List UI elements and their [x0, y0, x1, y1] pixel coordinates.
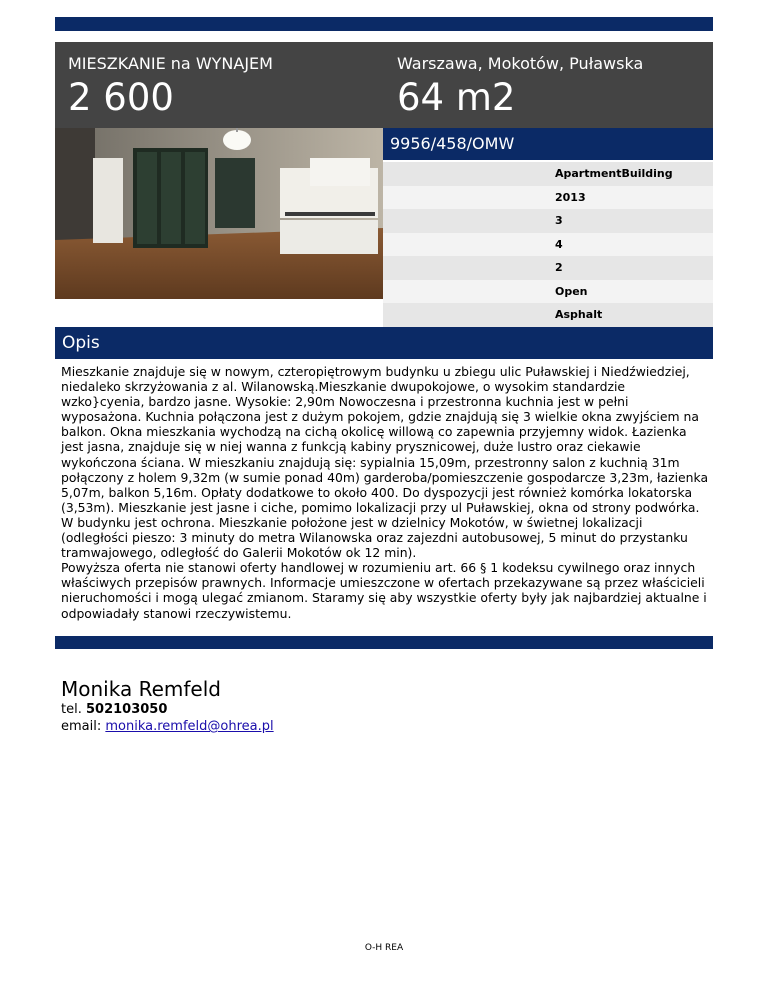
attribute-kitchen: Open: [383, 280, 713, 304]
attribute-floor: 3: [383, 209, 713, 233]
phone-label: tel.: [61, 702, 82, 717]
offer-type: MIESZKANIE na WYNAJEM: [68, 54, 273, 73]
description-paragraph: Mieszkanie znajduje się w nowym, czteropiętrowym budynku u zbiegu ulic Puławskiej i Niedźwiedziej, niedaleko skrzyżowania z al. Wilanowską.Mieszkanie dwupokojowe, o wysokim standardzie wzko}cyenia, bardzo jasne. Wysokie: 2,90m Nowoczesna i przestronna kuchnia jest w pełni wyposażona. Kuchnia połączona jest z dużym pokojem, gdzie znajdują się 3 wielkie okna zwyjściem na balkon. Okna mieszkania wychodzą na cichą okolicę willową co zapewnia przyjemny widok. Łazienka jest jasna, znajduje się w niej wanna z funkcją kabiny prysznicowej, duże lustro oraz ciekawie wykończona ściana. W mieszkaniu znajdują się: sypialnia 15,09m, przestronny salon z kuchnią 31m połączony z holem 9,32m (w sumie ponad 40m) garderoba/pomieszczenie gospodarcze 3,23m, łazienka 5,07m, balkon 5,16m. Opłaty dodatkowe to około 400. Do dyspozycji jest również komórka lokatorska (3,53m). Mieszkanie jest jasne i ciche, pomimo lokalizacji przy ul Puławskiej, okna od strony podwórka. W budynku jest ochrona. Mieszkanie położone jest w dzielnicy Mokotów, w świetnej lokalizacji (odległości pieszo: 3 minuty do metra Wilanowska oraz zajezdni autobusowej, 5 minut do przystanku tramwajowego, odległość do Galerii Mokotów ok 12 min).: [61, 364, 709, 561]
attribute-building-type: ApartmentBuilding: [383, 162, 713, 186]
price: 2 600: [68, 76, 174, 119]
disclaimer-paragraph: Powyższa oferta nie stanowi oferty handlowej w rozumieniu art. 66 § 1 kodeksu cywilnego oraz innych właściwych przepisów prawnych. Informacje umieszczone w ofertach przekazywane są przez właścicieli nieruchomości i mogą ulegać zmianom. Staramy się aby wszystkie oferty były jak najbardziej aktualne i odpowiadały stanowi rzeczywistemu.: [61, 560, 707, 621]
agent-contact: [61, 677, 274, 735]
apartment-photo-image: [55, 128, 383, 299]
attribute-rooms: 2: [383, 256, 713, 280]
attribute-year-built: 2013: [383, 186, 713, 210]
email-link[interactable]: monika.remfeld@ohrea.pl: [105, 719, 274, 734]
header-left: [68, 54, 273, 120]
agent-phone-line: [61, 701, 274, 718]
agent-name: Monika Remfeld: [61, 677, 221, 701]
attributes-table: [383, 162, 713, 327]
bottom-divider-bar: [55, 636, 713, 649]
phone-number: 502103050: [85, 702, 168, 717]
location: Warszawa, Mokotów, Puławska: [397, 54, 644, 73]
attribute-floors-total: 4: [383, 233, 713, 257]
agent-email-line: [61, 718, 274, 735]
listing-header: [55, 42, 713, 128]
apartment-photo: [55, 128, 383, 299]
area: 64 m2: [397, 76, 516, 119]
description-text: [61, 364, 709, 621]
top-divider-bar: [55, 17, 713, 31]
email-label: email:: [61, 719, 102, 734]
header-right: [397, 54, 643, 120]
attribute-road: Asphalt: [383, 303, 713, 327]
footer-text: O-H REA: [364, 943, 404, 953]
listing-reference: 9956/458/OMW: [383, 128, 713, 160]
description-heading: Opis: [55, 327, 713, 359]
